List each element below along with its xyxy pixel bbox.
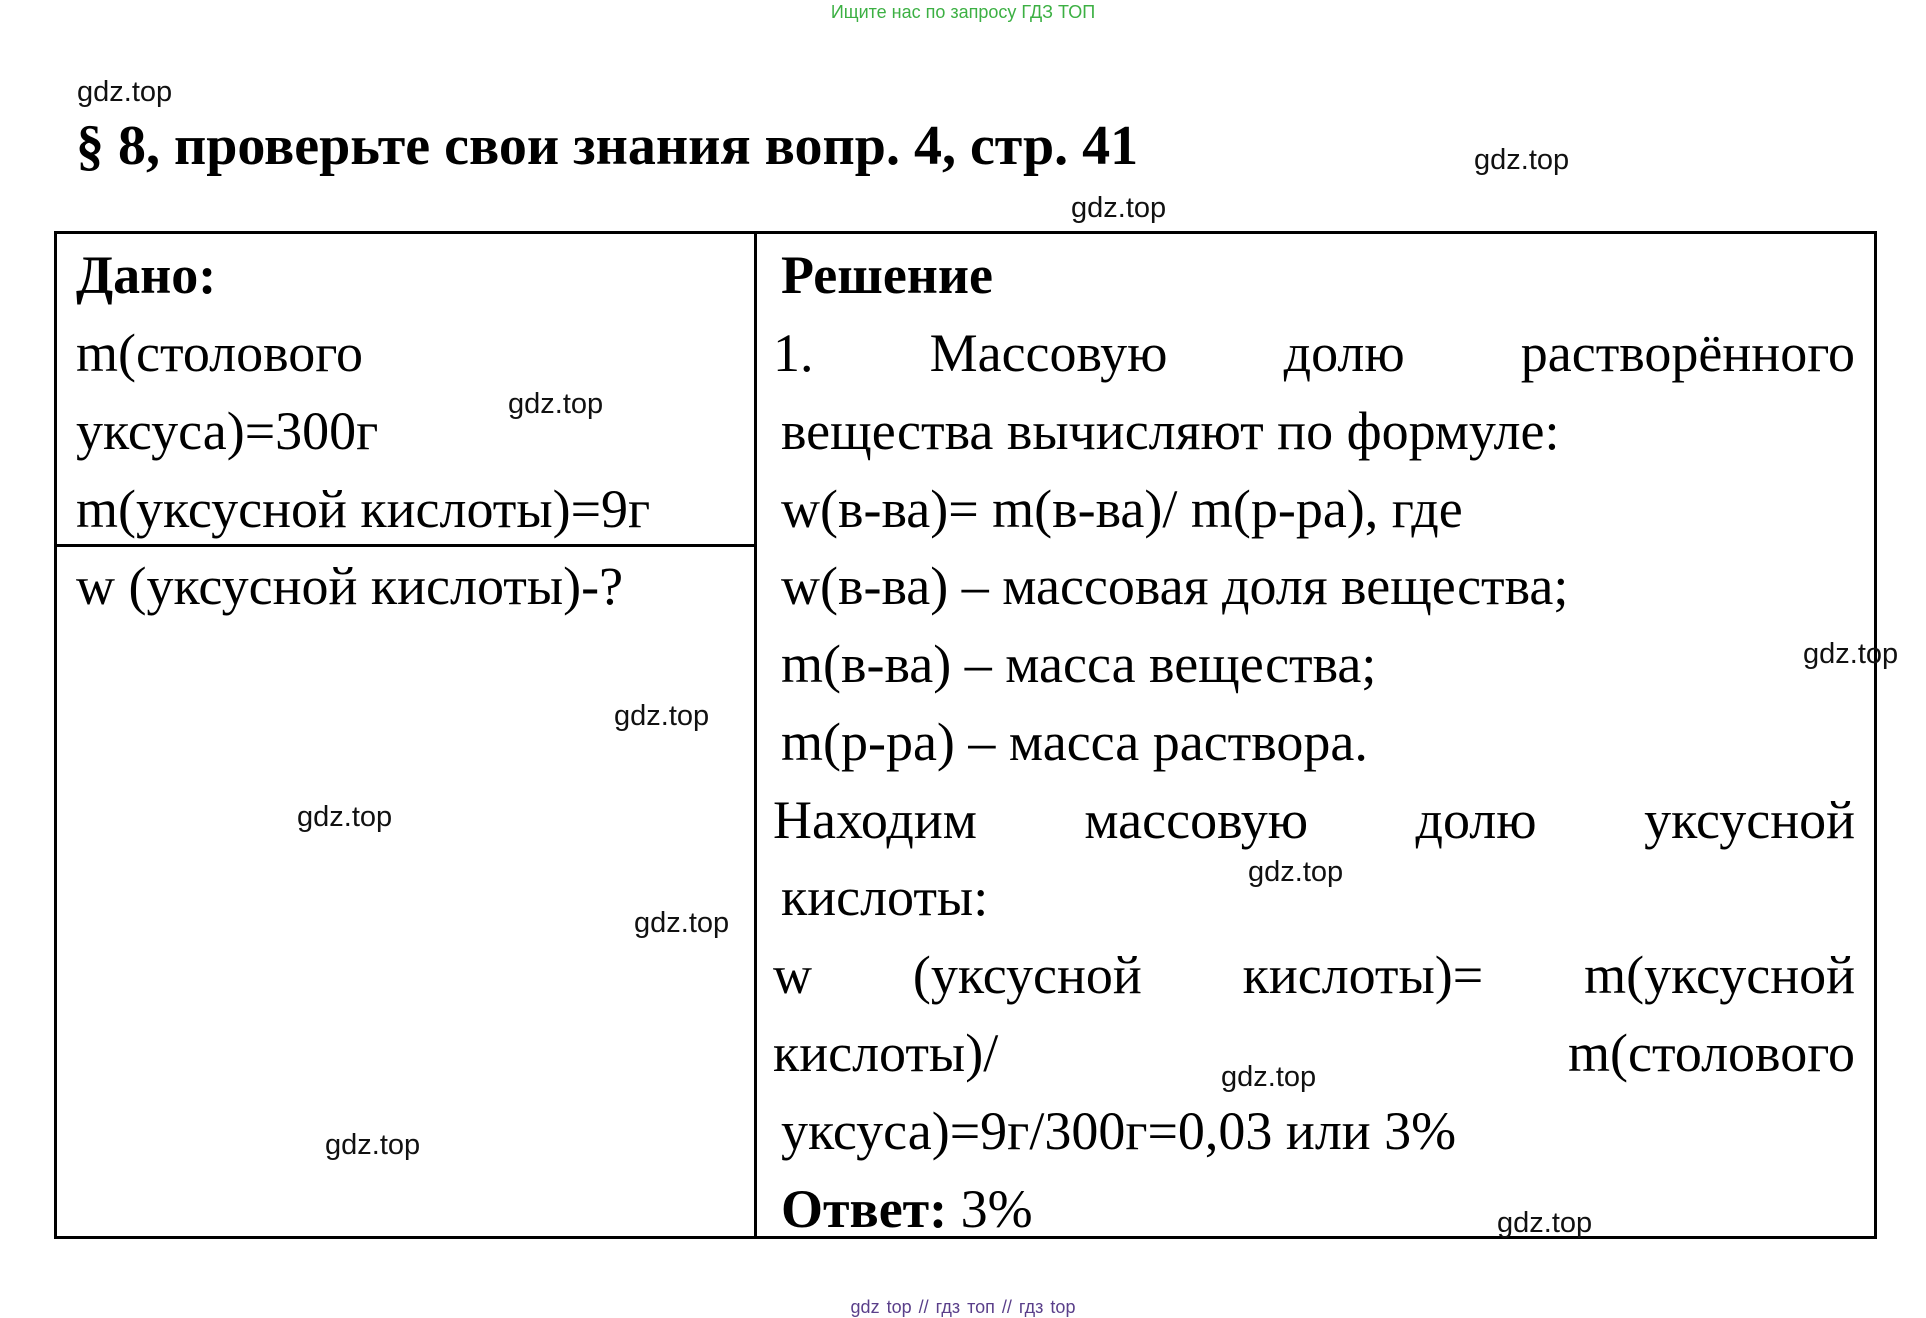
solution-line: m(р-ра) – масса раствора. bbox=[781, 712, 1368, 772]
row-divider bbox=[57, 544, 754, 547]
footer: gdz top // гдз топ // гдз top bbox=[850, 1297, 1076, 1317]
word: m(уксусной bbox=[1584, 945, 1855, 1005]
word: растворённого bbox=[1520, 323, 1855, 383]
word: массовую bbox=[1084, 790, 1309, 850]
formula-line: w(в-ва)= m(в-ва)/ m(р-ра), где bbox=[781, 479, 1463, 539]
watermark: gdz.top bbox=[1497, 1207, 1593, 1239]
word: m(столового bbox=[1567, 1023, 1855, 1083]
word: долю bbox=[1283, 323, 1405, 383]
answer-line bbox=[781, 1179, 1033, 1239]
solution-line bbox=[773, 323, 1855, 383]
watermark: gdz.top bbox=[508, 388, 604, 420]
answer-label: Ответ: bbox=[781, 1179, 948, 1239]
word: Находим bbox=[773, 790, 977, 850]
watermark: gdz.top bbox=[1474, 144, 1570, 176]
formula-line bbox=[773, 945, 1855, 1005]
word: кислоты)/ bbox=[773, 1023, 999, 1083]
solution-line: кислоты: bbox=[781, 867, 989, 927]
word: (уксусной bbox=[912, 945, 1142, 1005]
word: долю bbox=[1415, 790, 1537, 850]
given-line: уксуса)=300г bbox=[76, 401, 379, 461]
top-banner: Ищите нас по запросу ГДЗ ТОП bbox=[830, 2, 1096, 22]
watermark: gdz.top bbox=[634, 907, 730, 939]
solution-line: m(в-ва) – масса вещества; bbox=[781, 634, 1377, 694]
answer-value: 3% bbox=[947, 1179, 1033, 1239]
solution-heading: Решение bbox=[781, 245, 993, 305]
page-title: § 8, проверьте свои знания вопр. 4, стр. 41 bbox=[76, 115, 1139, 177]
watermark: gdz.top bbox=[77, 76, 173, 108]
solution-line: w(в-ва) – массовая доля вещества; bbox=[781, 556, 1569, 616]
formula-line: уксуса)=9г/300г=0,03 или 3% bbox=[781, 1101, 1457, 1161]
watermark: gdz.top bbox=[1071, 192, 1167, 224]
find-line: w (уксусной кислоты)-? bbox=[76, 556, 624, 616]
watermark: gdz.top bbox=[297, 801, 393, 833]
word: 1. bbox=[773, 323, 814, 383]
solution-line: вещества вычисляют по формуле: bbox=[781, 401, 1560, 461]
watermark: gdz.top bbox=[1803, 638, 1899, 670]
word: w bbox=[773, 945, 812, 1005]
given-line: m(уксусной кислоты)=9г bbox=[76, 479, 651, 539]
given-line: m(столового bbox=[76, 323, 364, 383]
watermark: gdz.top bbox=[325, 1129, 421, 1161]
word: кислоты)= bbox=[1242, 945, 1484, 1005]
given-heading: Дано: bbox=[76, 245, 217, 305]
watermark: gdz.top bbox=[1221, 1061, 1317, 1093]
word: уксусной bbox=[1644, 790, 1855, 850]
word: Массовую bbox=[929, 323, 1168, 383]
watermark: gdz.top bbox=[1248, 856, 1344, 888]
solution-line bbox=[773, 790, 1855, 850]
column-divider bbox=[754, 234, 757, 1236]
watermark: gdz.top bbox=[614, 700, 710, 732]
